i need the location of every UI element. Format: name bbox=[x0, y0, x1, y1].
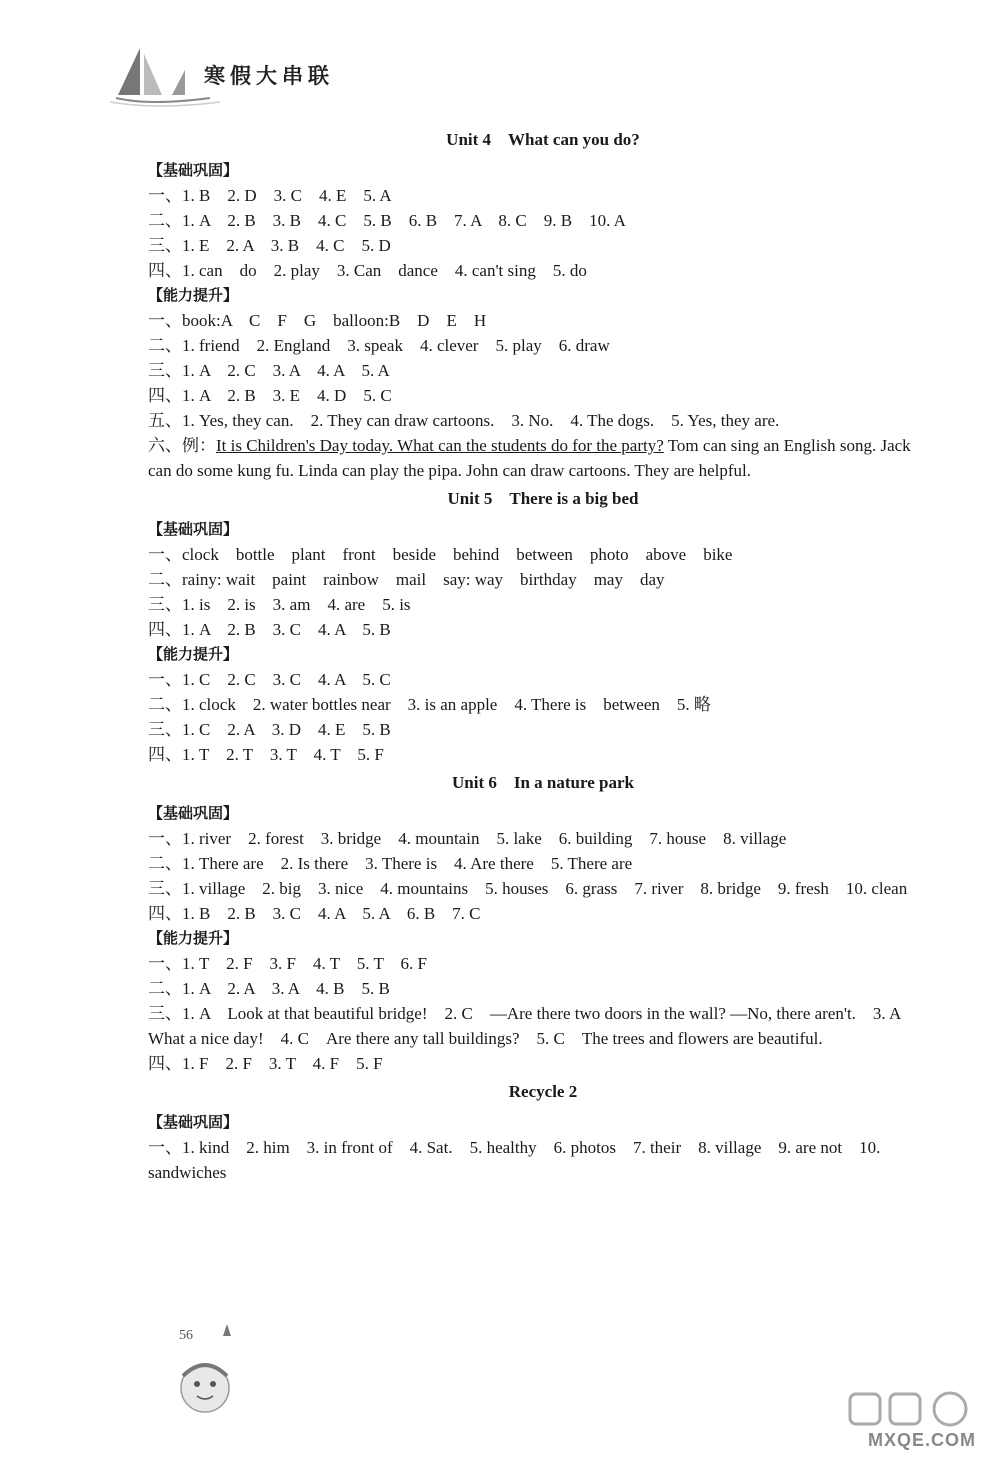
answer-line: 四、1. A 2. B 3. E 4. D 5. C bbox=[148, 386, 392, 405]
example-rest: Tom can sing an English song. Jack can do some kung fu. Linda can play the pipa. John can draw cartoons. They are helpful. bbox=[148, 436, 911, 480]
section-label: 【基础巩固】 bbox=[148, 520, 239, 538]
answer-line: 一、book:A C F G balloon:B D E H bbox=[148, 311, 487, 330]
answer-line: 二、1. There are 2. Is there 3. There is 4. Are there 5. There are bbox=[148, 854, 633, 873]
unit-title: Unit 6 In a nature park bbox=[452, 773, 634, 792]
answer-line: 五、1. Yes, they can. 2. They can draw cartoons. 3. No. 4. The dogs. 5. Yes, they are. bbox=[148, 411, 780, 430]
section-label: 【基础巩固】 bbox=[148, 804, 239, 822]
answer-line: 四、1. A 2. B 3. C 4. A 5. B bbox=[148, 620, 391, 639]
answer-line: 三、1. E 2. A 3. B 4. C 5. D bbox=[148, 236, 391, 255]
answer-line: 三、1. C 2. A 3. D 4. E 5. B bbox=[148, 720, 391, 739]
unit-title: Recycle 2 bbox=[508, 1082, 578, 1101]
answer-line: 二、1. A 2. B 3. B 4. C 5. B 6. B 7. A 8. C 9. B 10. A bbox=[148, 211, 626, 230]
answer-line: 三、1. A 2. C 3. A 4. A 5. A bbox=[148, 361, 390, 380]
watermark bbox=[830, 1390, 990, 1460]
header-title: 寒假大串联 bbox=[204, 63, 334, 88]
answer-line: 一、1. C 2. C 3. C 4. A 5. C bbox=[148, 670, 391, 689]
answer-line: 三、1. village 2. big 3. nice 4. mountains 5. houses 6. grass 7. river 8. bridge 9. fresh 10. clean bbox=[148, 879, 908, 898]
answer-content bbox=[148, 124, 938, 1185]
unit-title: Unit 4 What can you do? bbox=[446, 130, 640, 149]
page-header bbox=[110, 40, 400, 110]
section-label: 【基础巩固】 bbox=[148, 161, 239, 179]
answer-line: 二、1. A 2. A 3. A 4. B 5. B bbox=[148, 979, 390, 998]
page-footer bbox=[145, 1318, 255, 1428]
section-label: 【基础巩固】 bbox=[148, 1113, 239, 1131]
answer-line: 一、clock bottle plant front beside behind between photo above bike bbox=[148, 545, 733, 564]
watermark-text: MXQE.COM bbox=[868, 1430, 977, 1450]
answer-line: 一、1. kind 2. him 3. in front of 4. Sat. 5. healthy 6. photos 7. their 8. village 9. are not 10. sandwiches bbox=[148, 1138, 881, 1182]
section-label: 【能力提升】 bbox=[148, 286, 239, 304]
example-prefix: 六、例： bbox=[148, 436, 216, 455]
answer-line: 二、1. friend 2. England 3. speak 4. clever 5. play 6. draw bbox=[148, 336, 610, 355]
example-paragraph bbox=[148, 433, 938, 483]
section-label: 【能力提升】 bbox=[148, 645, 239, 663]
answer-line: 一、1. T 2. F 3. F 4. T 5. T 6. F bbox=[148, 954, 427, 973]
unit-title: Unit 5 There is a big bed bbox=[447, 489, 639, 508]
answer-line: 二、1. clock 2. water bottles near 3. is an apple 4. There is between 5. 略 bbox=[148, 695, 711, 714]
answer-line: 四、1. can do 2. play 3. Can dance 4. can't sing 5. do bbox=[148, 261, 587, 280]
example-underlined: It is Children's Day today. What can the students do for the party? bbox=[216, 436, 664, 455]
answer-line: 三、1. is 2. is 3. am 4. are 5. is bbox=[148, 595, 411, 614]
cartoon-child-icon bbox=[145, 1318, 255, 1428]
answer-line: 一、1. B 2. D 3. C 4. E 5. A bbox=[148, 186, 392, 205]
answer-line: 四、1. T 2. T 3. T 4. T 5. F bbox=[148, 745, 384, 764]
page-number: 56 bbox=[179, 1328, 193, 1343]
watermark-logo-icon bbox=[830, 1390, 990, 1434]
answer-line: 一、1. river 2. forest 3. bridge 4. mountain 5. lake 6. building 7. house 8. village bbox=[148, 829, 787, 848]
answer-line: 三、1. A Look at that beautiful bridge! 2. C —Are there two doors in the wall? —No, there aren't. 3. A What a nice day! 4. C Are there any tall buildings? 5. C The trees and flowers are beautiful. bbox=[148, 1004, 918, 1048]
answer-line: 二、rainy: wait paint rainbow mail say: way birthday may day bbox=[148, 570, 665, 589]
answer-line: 四、1. B 2. B 3. C 4. A 5. A 6. B 7. C bbox=[148, 904, 481, 923]
answer-line: 四、1. F 2. F 3. T 4. F 5. F bbox=[148, 1054, 383, 1073]
section-label: 【能力提升】 bbox=[148, 929, 239, 947]
